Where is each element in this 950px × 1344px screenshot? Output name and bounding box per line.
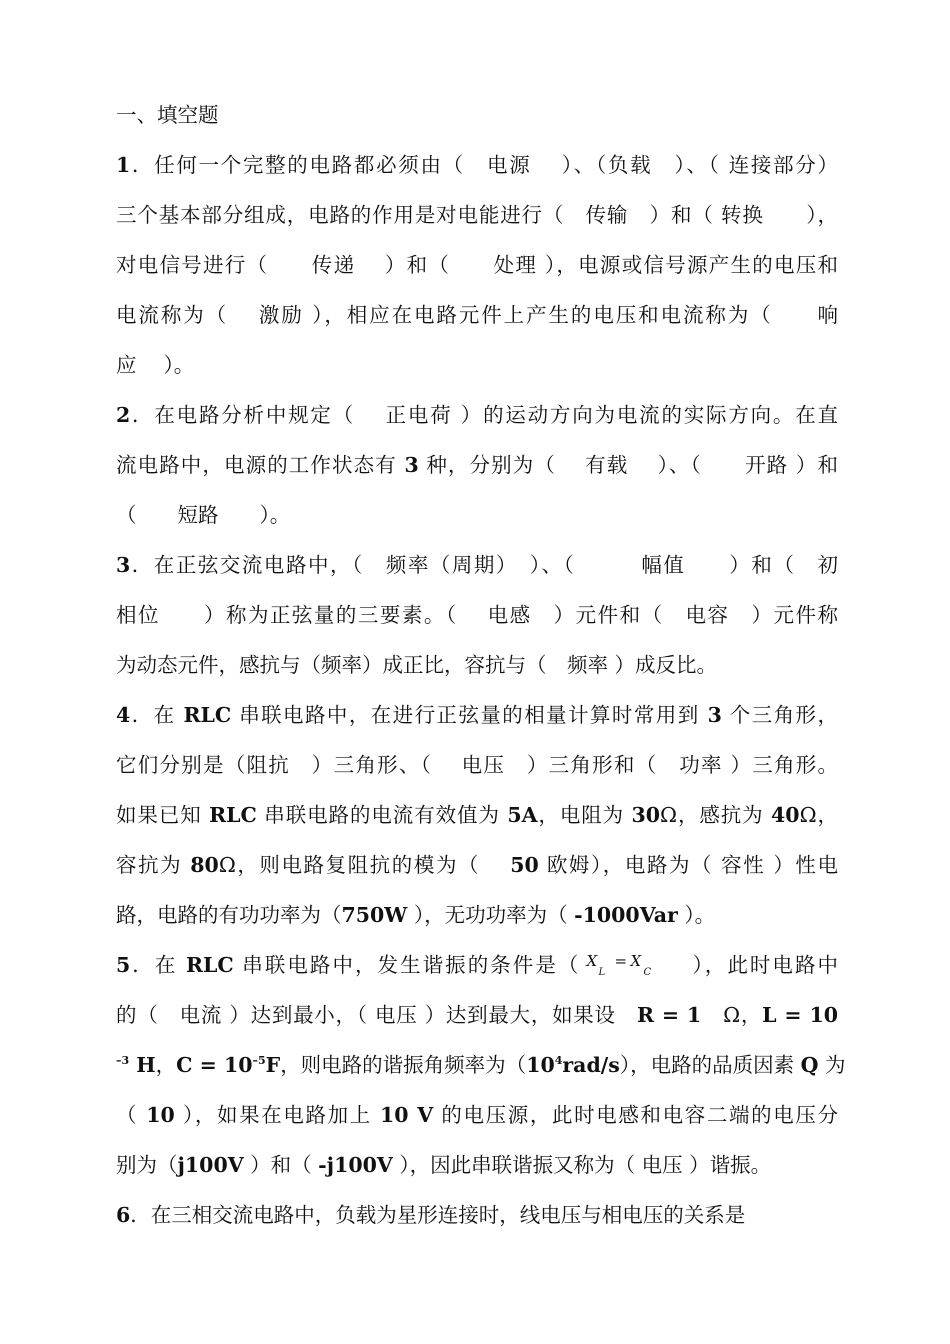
q5-text-2d: L = 10 (762, 1003, 838, 1027)
formula-sub-c: C (643, 966, 652, 978)
q1-text-4: 电流称为（ 激励 ），相应在电路元件上产生的电压和电流称为（ 响 (116, 303, 838, 327)
formula-x-right: X (630, 951, 642, 970)
q4-text-4d: 50 (510, 853, 539, 877)
q6-text-1: ．在三相交流电路中，负载为星形连接时，线电压与相电压的关系是 (130, 1203, 746, 1227)
q5-text-3h: 10 (526, 1053, 555, 1077)
q1-number: 1 (116, 153, 131, 177)
q1-line-5 (116, 350, 838, 380)
q5-text-5b: j100V (177, 1153, 244, 1177)
q5-exp-1: –3 (116, 1054, 130, 1068)
q5-line-4 (116, 1100, 838, 1130)
section-title-text: 一、填空题 (116, 103, 219, 127)
q4-line-2 (116, 750, 838, 780)
q4-text-3h: 40 (771, 803, 800, 827)
q5-text-3b: H (129, 1053, 156, 1077)
q2-text-1: ．在电路分析中规定（ 正电荷 ）的运动方向为电流的实际方向。在直 (130, 403, 838, 427)
q4-text-3d: 5A (507, 803, 538, 827)
q4-text-4b: 80 (190, 853, 219, 877)
q3-line-1 (116, 550, 838, 580)
q3-line-3 (116, 650, 838, 680)
q5-text-3d: C = 10 (176, 1053, 253, 1077)
q4-text-3g: Ω，感抗为 (660, 803, 772, 827)
q1-line-1 (116, 150, 838, 180)
q2-line-1 (116, 400, 838, 430)
q5-line-2 (116, 1000, 838, 1030)
q4-text-3a: 如果已知 (116, 803, 210, 827)
q5-text-1d: ），此时电路中 (690, 953, 838, 977)
q5-text-5e: ），因此串联谐振又称为（ 电压 ）谐振。 (392, 1153, 772, 1177)
q2-line-3 (116, 500, 838, 530)
q5-text-2c: Ω， (701, 1003, 763, 1027)
q3-text-3: 为动态元件，感抗与（频率）成正比，容抗与（ 频率 ）成反比。 (116, 653, 718, 677)
q4-text-4c: Ω，则电路复阻抗的模为（ (218, 853, 511, 877)
q2-text-2b: 3 (404, 453, 419, 477)
q3-text-2: 相位 ）称为正弦量的三要素。（ 电感 ）元件和（ 电容 ）元件称 (116, 603, 838, 627)
q4-text-5e: ）。 (677, 903, 716, 927)
q5-text-5d: -j100V (318, 1153, 393, 1177)
q6-line-1 (116, 1200, 838, 1230)
q4-line-1 (116, 700, 838, 730)
q2-text-3: （ 短路 ）。 (116, 503, 291, 527)
q4-text-3f: 30 (631, 803, 661, 827)
q1-text-3: 对电信号进行（ 传递 ）和（ 处理 ），电源或信号源产生的电压和 (116, 253, 838, 277)
q5-text-3j: rad/s (562, 1053, 620, 1077)
q6-number: 6 (116, 1203, 131, 1227)
formula-x-left: X (586, 951, 598, 970)
q5-text-4b: 10 (146, 1103, 175, 1127)
q5-text-5a: 别为（ (116, 1153, 178, 1177)
q2-line-2 (116, 450, 838, 480)
q5-text-2a: 的（ 电流 ）达到最小，（ 电压 ）达到最大，如果设 (116, 1003, 637, 1027)
section-title (116, 100, 838, 130)
q5-text-4e: 的电压源，此时电感和电容二端的电压分 (433, 1103, 838, 1127)
q5-line-1 (116, 950, 838, 982)
q4-text-4a: 容抗为 (116, 853, 191, 877)
q5-text-4d: 10 V (380, 1103, 434, 1127)
q1-text-2: 三个基本部分组成，电路的作用是对电能进行（ 传输 ）和（ 转换 ）， (116, 203, 838, 227)
q5-text-4a: （ (116, 1103, 147, 1127)
q1-line-4 (116, 300, 838, 330)
formula-sub-l: L (598, 966, 606, 978)
q2-text-2a: 流电路中，电源的工作状态有 (116, 453, 405, 477)
q4-text-3b: RLC (209, 803, 257, 827)
q4-text-5c: ），无功功率为（ (407, 903, 575, 927)
q4-text-1c: 串联电路中，在进行正弦量的相量计算时常用到 (231, 703, 708, 727)
q4-text-3c: 串联电路的电流有效值为 (256, 803, 508, 827)
q5-text-2b: R = 1 (636, 1003, 702, 1027)
q3-line-2 (116, 600, 838, 630)
q5-text-4c: ），如果在电路加上 (174, 1103, 380, 1127)
q5-exp-3: 4 (554, 1054, 563, 1068)
q4-line-4 (116, 850, 838, 880)
q4-text-3i: Ω， (799, 803, 838, 827)
q4-text-1e: 个三角形， (721, 703, 838, 727)
q5-line-3 (116, 1050, 846, 1080)
q5-exp-2: –5 (252, 1054, 266, 1068)
formula-equals: = (614, 951, 628, 970)
q2-text-2c: 种，分别为（ 有载 ）、（ 开路 ）和 (418, 453, 838, 477)
q5-text-3c: ， (155, 1053, 177, 1077)
q1-text-5: 应 ）。 (116, 353, 195, 377)
q5-number: 5 (116, 953, 131, 977)
q5-text-3g: ，则电路的谐振角频率为（ (280, 1053, 527, 1077)
q5-text-3k: ），电路的品质因素 (619, 1053, 801, 1077)
resonance-condition-formula (580, 952, 690, 982)
q1-text-1: ．任何一个完整的电路都必须由（ 电源 ）、（负载 ）、（ 连接部分） (130, 153, 838, 177)
q2-number: 2 (116, 403, 131, 427)
q5-text-1b: RLC (185, 953, 234, 977)
q4-line-3 (116, 800, 838, 830)
q5-text-3m: 为 (818, 1053, 846, 1077)
q4-text-1b: RLC (183, 703, 232, 727)
q4-text-1a: ．在 (130, 703, 184, 727)
q4-text-5b: 750W (341, 903, 408, 927)
q4-text-4e: 欧姆），电路为（ 容性 ）性电 (538, 853, 838, 877)
q4-text-1d: 3 (707, 703, 722, 727)
q1-line-3 (116, 250, 838, 280)
q5-text-5c: ）和（ (243, 1153, 319, 1177)
q5-text-1a: ．在 (130, 953, 186, 977)
q4-text-2: 它们分别是（阻抗 ）三角形、（ 电压 ）三角形和（ 功率 ）三角形。 (116, 753, 838, 777)
q4-text-5d: -1000Var (574, 903, 678, 927)
q4-text-5a: 路，电路的有功功率为（ (116, 903, 342, 927)
q5-text-1c: 串联电路中，发生谐振的条件是（ (233, 953, 581, 977)
q3-number: 3 (116, 553, 131, 577)
q5-text-3f: F (265, 1053, 281, 1077)
q1-line-2 (116, 200, 838, 230)
q4-line-5 (116, 900, 838, 930)
q5-line-5 (116, 1150, 838, 1180)
q4-number: 4 (116, 703, 131, 727)
q4-text-3e: ，电阻为 (537, 803, 632, 827)
q3-text-1: ．在正弦交流电路中，（ 频率（周期） ）、（ 幅值 ）和（ 初 (130, 553, 838, 577)
q5-text-3l: Q (800, 1053, 819, 1077)
